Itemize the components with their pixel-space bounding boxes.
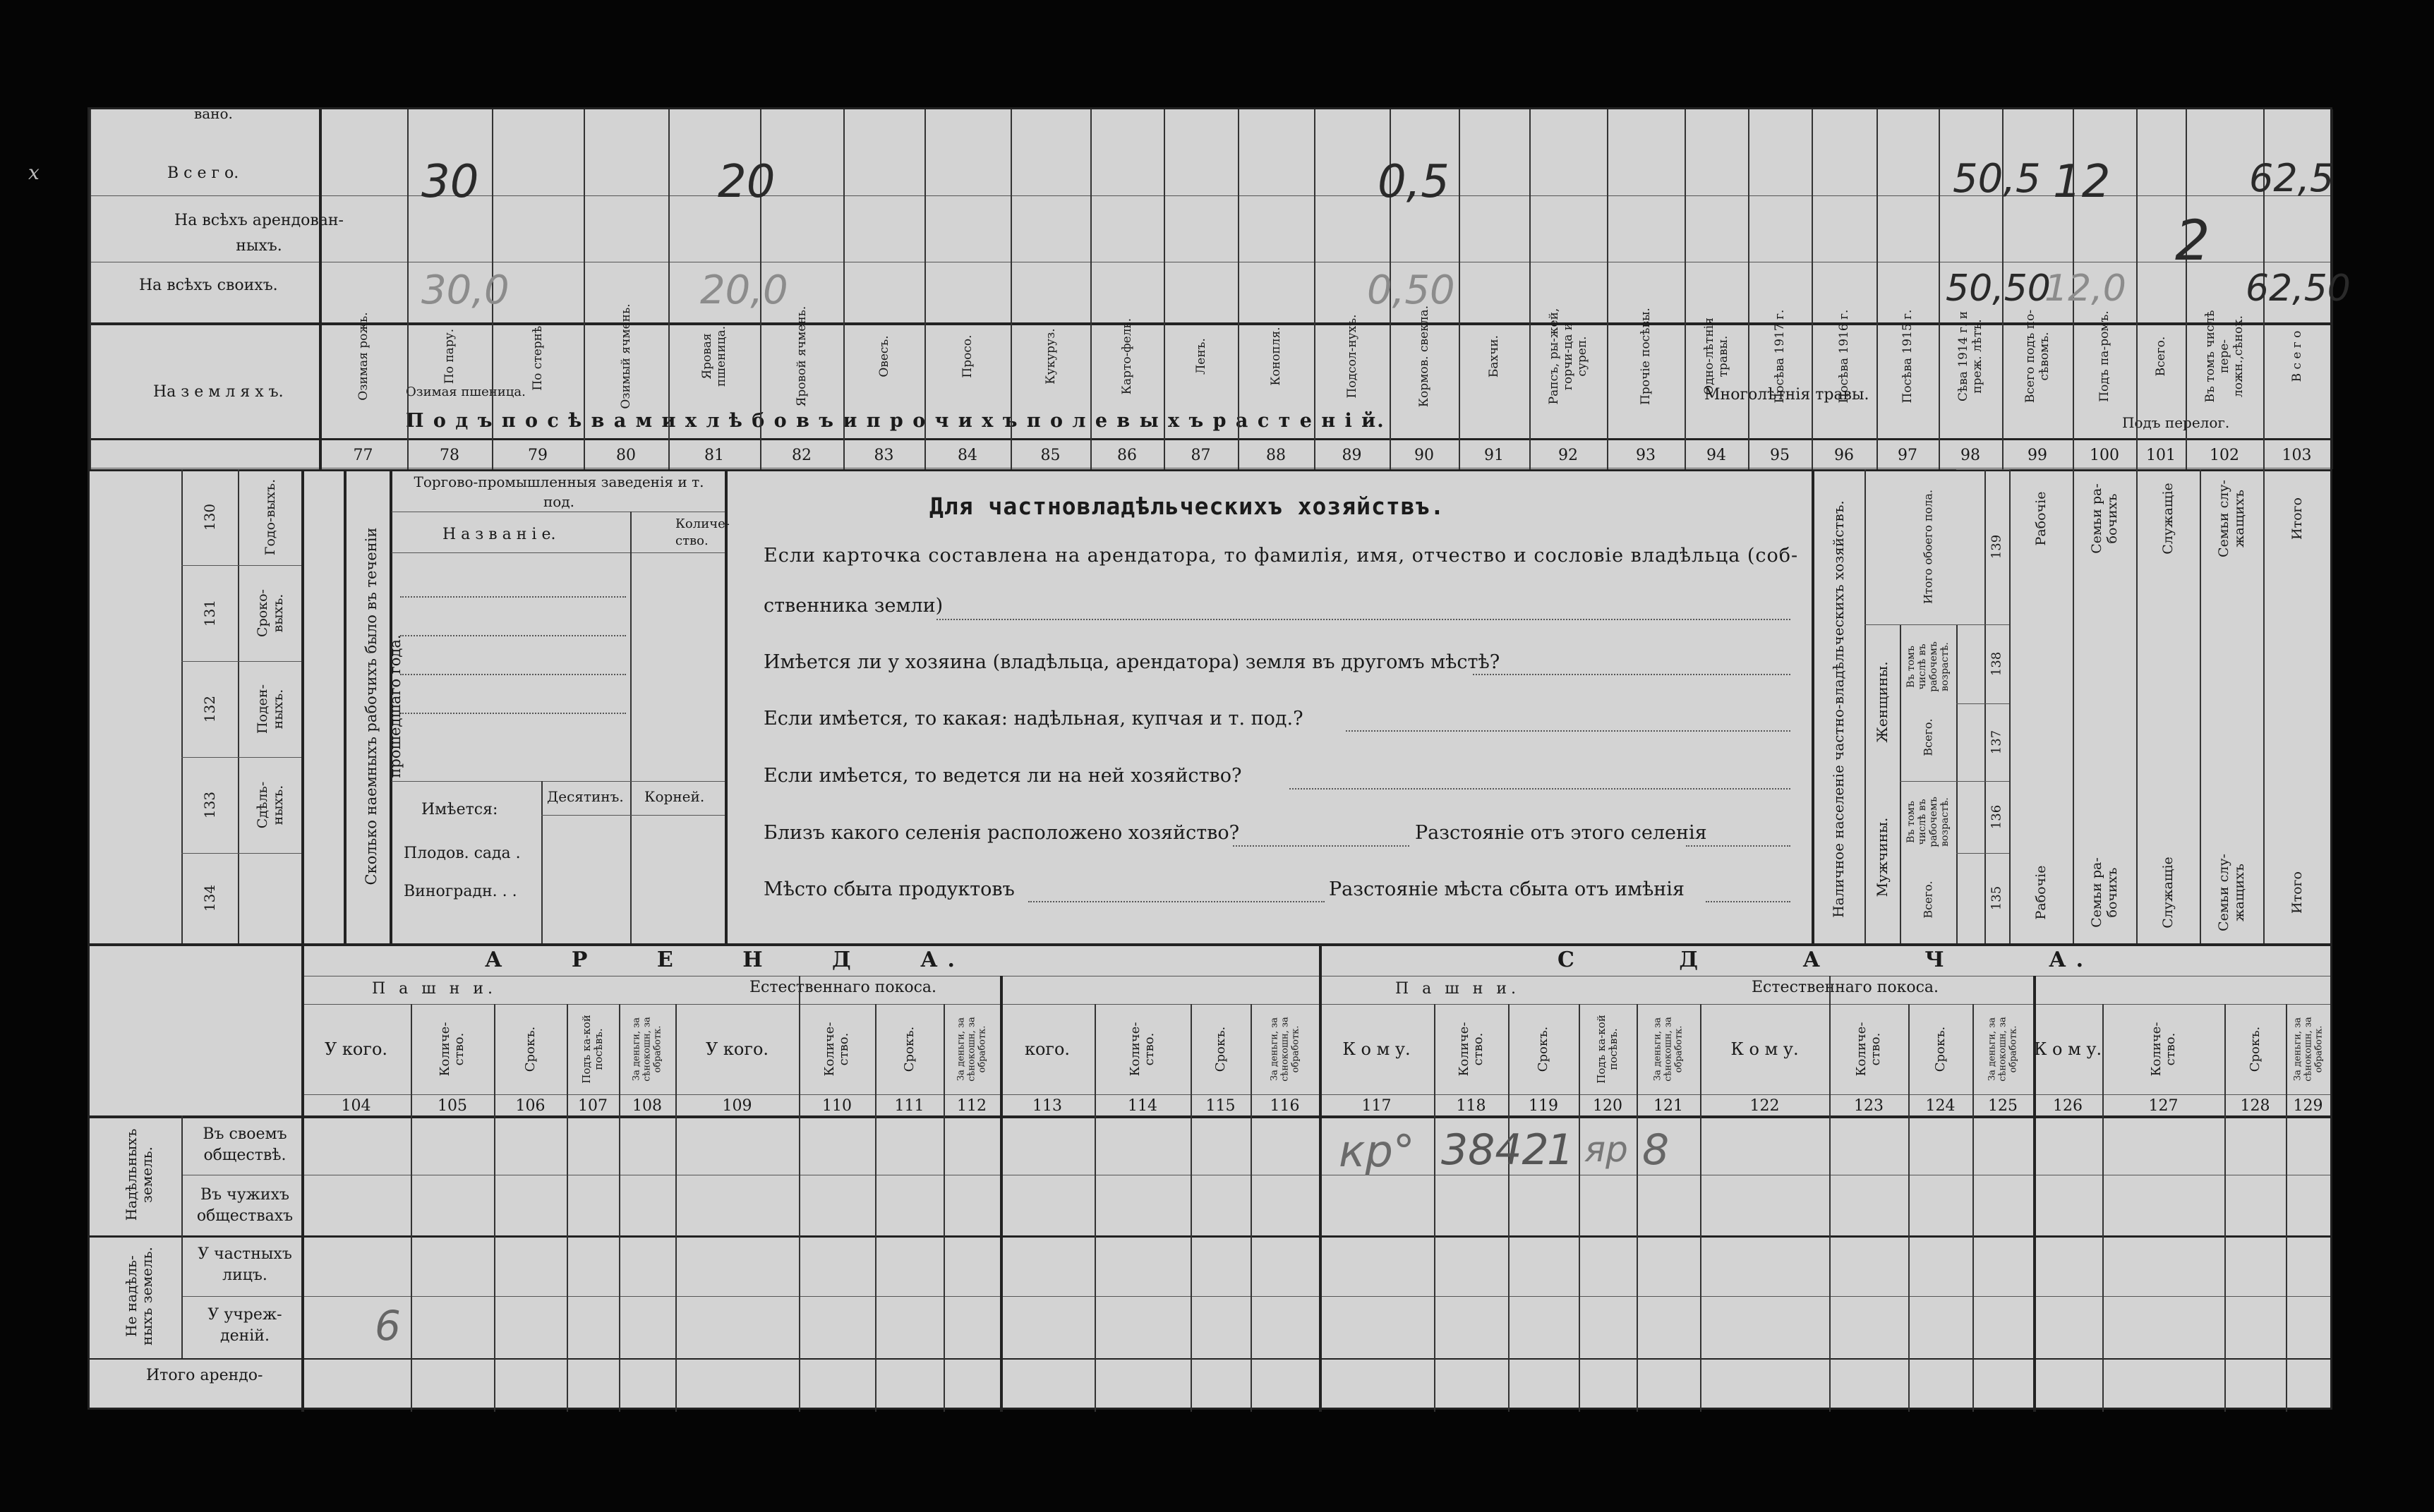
arenda-col-divider xyxy=(1191,1004,1192,1412)
crop-col-number: 97 xyxy=(1898,447,1917,464)
arenda-col-label: Срокъ. xyxy=(1932,1026,1948,1072)
arenda-col-label: За деньги, за сѣнокошн, за обработк. xyxy=(631,1017,663,1082)
mnogoletnie-header: Многолѣтнія травы. xyxy=(1704,386,1869,404)
crop-col-label: Прочіе посѣвы. xyxy=(1639,308,1653,405)
livestock-divider xyxy=(344,469,347,943)
population-row-line xyxy=(1956,853,2009,854)
arenda-col-divider xyxy=(1095,1004,1096,1412)
arenda-col-divider xyxy=(2286,1004,2287,1412)
crop-col-label: Яровой ячмень. xyxy=(795,306,809,407)
hw-vsego-103: 62,5 xyxy=(2249,156,2334,200)
arenda-col-number: 111 xyxy=(894,1097,924,1115)
arenda-col-divider xyxy=(1579,1004,1580,1412)
livestock-label: Поден-ныхъ. xyxy=(255,684,286,734)
population-right-label-top: Семьи слу-жащихъ xyxy=(2216,480,2247,557)
arenda-col-label: Количе-ство. xyxy=(1128,1022,1157,1077)
arenda-col-number: 127 xyxy=(2148,1097,2179,1115)
row-chastnyh: У частныхъ лицъ. xyxy=(198,1245,292,1284)
arenda-col-divider xyxy=(411,1004,412,1412)
crop-col-label: Кукуруз. xyxy=(1043,328,1058,385)
arenda-col-divider xyxy=(1829,976,1831,1004)
arenda-col-number: 124 xyxy=(1925,1097,1956,1115)
arenda-col-label: За деньги, за сѣнокошн, за обработк. xyxy=(2292,1017,2324,1082)
arenda-col-label: За деньги, за сѣнокошн, за обработк. xyxy=(956,1017,988,1082)
arenda-col-divider xyxy=(1908,1004,1910,1412)
crop-col-label: Бахчи. xyxy=(1487,334,1501,378)
crop-col-number: 92 xyxy=(1558,447,1578,464)
population-right-divider xyxy=(2136,469,2138,943)
arenda-col-label: Количе-ство. xyxy=(2148,1022,2178,1077)
crop-col-number: 77 xyxy=(353,447,373,464)
arenda-col-divider xyxy=(567,1004,568,1412)
hw-posev: яр xyxy=(1584,1129,1628,1170)
row-label-vsego: В с е г о. xyxy=(167,164,239,182)
pod-posevami-band: П о д ъ п о с ѣ в а м и х л ѣ б о в ъ и п р о ч и х ъ п о л е в ы х ъ р а с т е н і й. xyxy=(406,410,1385,432)
hw-mark: 6 xyxy=(375,1302,401,1350)
row-uchrezh: У учреж-деній. xyxy=(207,1306,282,1345)
sdacha-band: С Д А Ч А. xyxy=(1558,948,2094,972)
label-muzhchiny: Мужчины. xyxy=(1874,817,1891,897)
crop-col-label: Озимая рожь. xyxy=(356,312,370,401)
private-q6: Мѣсто сбыта продуктовъ xyxy=(764,878,1015,900)
arenda-col-divider xyxy=(799,976,800,1004)
crop-col-number: 82 xyxy=(792,447,812,464)
population-row-line xyxy=(1956,624,2009,625)
crop-col-label: Кормов. свекла. xyxy=(1417,305,1431,408)
crop-col-number: 95 xyxy=(1770,447,1790,464)
row-itogo: Итого арендо- xyxy=(146,1367,263,1384)
hired-label: Сколько наемныхъ рабочихъ было въ теченіи прошедшаго года. xyxy=(363,527,404,885)
arenda-col-divider xyxy=(1508,1004,1510,1412)
livestock-row-line xyxy=(181,661,301,662)
korney-label: Корней. xyxy=(644,788,705,805)
crop-col-number: 86 xyxy=(1117,447,1137,464)
population-row-line xyxy=(1956,781,2009,782)
label-vsego-m: Всего. xyxy=(1921,881,1935,919)
hw-svoih-91: 0,50 xyxy=(1367,267,1455,313)
hw-svoih-77: 30,0 xyxy=(421,267,510,313)
crop-col-label: В с е г о xyxy=(2289,330,2304,382)
crop-col-divider xyxy=(1459,109,1460,469)
population-right-divider xyxy=(2263,469,2265,943)
hw-komu: кр° xyxy=(1339,1125,1415,1177)
label-v-tom-m: Въ томъ числѣ въ рабочемъ возрастѣ. xyxy=(1905,797,1951,847)
private-q1b: ственника земли) xyxy=(764,595,944,617)
arenda-col-label: Количе-ство. xyxy=(438,1022,466,1077)
population-right-label-top: Служащіе xyxy=(2160,483,2176,555)
arenda-col-divider xyxy=(675,1004,677,1412)
arenda-col-number: 122 xyxy=(1749,1097,1780,1115)
trade-title: Торгово-промышленныя заведенія и т. под. xyxy=(414,473,704,510)
private-q4: Если имѣется, то ведется ли на ней хозяйство? xyxy=(764,765,1242,787)
hw-svoih-99: 50,50 xyxy=(1946,267,2051,310)
hw-vsego-82: 20 xyxy=(718,156,776,208)
livestock-row-line xyxy=(181,565,301,566)
arenda-col-divider xyxy=(1319,976,1322,1412)
arenda-col-number: 109 xyxy=(722,1097,752,1115)
margin-mark: x xyxy=(28,161,40,184)
label-v-tom-z: Въ томъ числѣ въ рабочемъ возрастѣ. xyxy=(1905,641,1951,692)
crop-col-label: Въ томъ числѣ пере-ложн.,сѣнок. xyxy=(2203,310,2246,403)
population-right-label-bottom: Семьи ра-бочихъ xyxy=(2089,857,2120,928)
label-zhenshchiny: Женщины. xyxy=(1874,661,1891,743)
crop-col-label: Одно-лѣтнія травы. xyxy=(1702,317,1730,395)
crop-col-number: 101 xyxy=(2146,447,2176,464)
livestock-row-line xyxy=(181,853,301,854)
population-title: Наличное населеніе частно-владѣльческихъ хозяйствъ. xyxy=(1830,500,1847,918)
pashni-left: П а ш н и. xyxy=(372,980,498,998)
arenda-col-label: К о м у. xyxy=(2033,1039,2102,1059)
arenda-col-number: 105 xyxy=(438,1097,467,1115)
population-right-divider xyxy=(2200,469,2201,943)
crop-col-number: 89 xyxy=(1342,447,1362,464)
row-label-svoih: На всѣхъ своихъ. xyxy=(139,277,278,294)
crop-col-divider xyxy=(1812,109,1813,469)
hw-vsego-77: 30 xyxy=(421,156,479,208)
arenda-col-label: За деньги, за сѣнокошн, за обработк. xyxy=(1269,1017,1301,1082)
row-chuzhih: Въ чужихъ обществахъ xyxy=(196,1186,294,1225)
crop-col-number: 103 xyxy=(2282,447,2312,464)
arenda-col-label: Срокъ. xyxy=(522,1026,538,1072)
arenda-col-divider xyxy=(1434,1004,1435,1412)
crop-col-divider xyxy=(407,109,409,469)
crop-col-number: 90 xyxy=(1414,447,1434,464)
livestock-number: 133 xyxy=(201,791,218,819)
crop-col-number: 85 xyxy=(1040,447,1061,464)
crop-col-number: 102 xyxy=(2210,447,2239,464)
pokosa-right: Естественнаго покоса. xyxy=(1752,979,1939,996)
trade-col-qty: Количе-ство. xyxy=(675,516,730,548)
arenda-col-divider xyxy=(494,1004,495,1412)
livestock-number: 134 xyxy=(201,884,218,912)
crop-col-number: 91 xyxy=(1484,447,1504,464)
hw-svoih-103: 62,50 xyxy=(2246,267,2351,310)
population-col-number: 139 xyxy=(1989,534,2004,560)
population-row-line xyxy=(1956,703,2009,704)
crop-col-number: 98 xyxy=(1960,447,1980,464)
population-right-label-bottom: Служащіе xyxy=(2160,857,2176,929)
crop-col-divider xyxy=(1164,109,1165,469)
crop-col-label: Посѣва 1917 г. xyxy=(1773,309,1787,404)
arenda-col-number: 113 xyxy=(1032,1097,1062,1115)
crop-col-label: Подъ па-ромъ. xyxy=(2097,310,2111,402)
crop-col-divider xyxy=(1011,109,1012,469)
livestock-number: 132 xyxy=(201,695,218,723)
livestock-label: Сроко-выхъ. xyxy=(255,589,286,637)
arenda-col-number: 115 xyxy=(1205,1097,1236,1115)
private-q1: Если карточка составлена на арендатора, то фамилія, имя, отчество и сословіе владѣльца (соб- xyxy=(764,545,1799,567)
crop-col-divider xyxy=(584,109,585,469)
hw-vsego-91: 0,5 xyxy=(1378,156,1450,208)
hw-vsego-99: 50,5 xyxy=(1953,156,2041,202)
nadel-label: Надѣльныхъ земель. xyxy=(123,1128,155,1221)
crop-col-divider xyxy=(1748,109,1749,469)
arenda-col-divider xyxy=(1700,1004,1701,1412)
arenda-col-divider xyxy=(1251,1004,1252,1412)
population-right-label-bottom: Итого xyxy=(2289,871,2305,914)
livestock-number: 130 xyxy=(201,503,218,531)
pod-perelog-header: Подъ перелог. xyxy=(2122,414,2230,431)
arenda-col-number: 129 xyxy=(2293,1097,2323,1115)
livestock-label: Сдѣль-ныхъ. xyxy=(255,781,286,829)
population-col-number: 138 xyxy=(1989,651,2004,677)
livestock-row-line xyxy=(181,757,301,758)
arenda-col-divider xyxy=(799,1004,800,1412)
arenda-col-divider xyxy=(1972,1004,1974,1412)
arenda-col-label: кого. xyxy=(1024,1039,1071,1059)
arenda-col-label: Срокъ. xyxy=(2247,1026,2263,1072)
crop-col-divider xyxy=(1090,109,1092,469)
ne-nadel-label: Не надѣль-ныхъ земель. xyxy=(123,1247,155,1345)
crop-col-number: 94 xyxy=(1706,447,1726,464)
arenda-col-label: К о м у. xyxy=(1342,1039,1411,1059)
arenda-band: А Р Е Н Д А. xyxy=(485,948,965,972)
private-q5: Близъ какого селенія расположено хозяйство? xyxy=(764,822,1240,844)
population-right-label-top: Семьи ра-бочихъ xyxy=(2089,483,2120,554)
crop-col-number: 83 xyxy=(874,447,894,464)
arenda-col-number: 120 xyxy=(1593,1097,1622,1115)
crop-col-number: 93 xyxy=(1636,447,1656,464)
crop-col-divider xyxy=(1238,109,1239,469)
arenda-col-divider xyxy=(1000,976,1003,1412)
arenda-col-number: 108 xyxy=(632,1097,662,1115)
population-right-label-top: Итого xyxy=(2289,497,2305,540)
crop-col-number: 81 xyxy=(704,447,724,464)
arenda-col-label: Срокъ. xyxy=(901,1026,917,1072)
arenda-col-number: 112 xyxy=(957,1097,987,1115)
crop-col-divider xyxy=(1607,109,1608,469)
hw-vsego-100: 12 xyxy=(2053,156,2111,208)
cut-text: вано. xyxy=(194,105,233,122)
label-vsego-z: Всего. xyxy=(1921,718,1935,756)
arenda-col-label: Количе-ство. xyxy=(1854,1022,1883,1077)
arenda-col-number: 106 xyxy=(515,1097,546,1115)
hw-svoih-100: 12,0 xyxy=(2044,267,2126,310)
arenda-col-divider xyxy=(2224,1004,2226,1412)
ozimaya-pshenitsa-header: Озимая пшеница. xyxy=(406,385,526,399)
crop-col-number: 87 xyxy=(1191,447,1211,464)
arenda-col-number: 116 xyxy=(1270,1097,1300,1115)
private-q6b: Разстояніе мѣста сбыта отъ имѣнія xyxy=(1329,878,1685,900)
livestock-divider xyxy=(238,469,239,943)
hw-za: 8 xyxy=(1642,1125,1670,1175)
population-row-line xyxy=(1956,469,2009,470)
crop-col-label: Рапсъ, ры-жей, горчи-ца и суреп. xyxy=(1547,308,1589,405)
arenda-col-divider xyxy=(875,1004,876,1412)
crop-col-divider xyxy=(1876,109,1878,469)
population-col-number: 136 xyxy=(1989,804,2004,830)
crop-col-label: Овесъ. xyxy=(876,335,891,377)
population-right-label-bottom: Семьи слу-жащихъ xyxy=(2216,854,2247,931)
arenda-col-number: 125 xyxy=(1988,1097,2018,1115)
crop-col-label: Просо. xyxy=(960,334,975,378)
label-itogo-oboego: Итого обоего пола. xyxy=(1921,489,1935,605)
arenda-col-label: У кого. xyxy=(324,1039,388,1059)
arenda-col-number: 104 xyxy=(341,1097,371,1115)
row-svoem: Въ своемъ обществѣ. xyxy=(203,1125,287,1164)
crop-col-number: 84 xyxy=(958,447,977,464)
crop-col-label: Подсол-нухъ. xyxy=(1344,314,1359,399)
crop-col-label: Яровая пшеница. xyxy=(700,325,728,387)
hw-srok: 1 xyxy=(1547,1125,1574,1175)
crop-col-divider xyxy=(924,109,926,469)
crop-col-divider xyxy=(90,109,91,469)
livestock-divider xyxy=(181,469,183,943)
crop-col-number: 78 xyxy=(440,447,459,464)
plodov-label: Плодов. сада . xyxy=(404,845,521,862)
arenda-col-label: У кого. xyxy=(705,1039,769,1059)
arenda-col-label: Количе-ство. xyxy=(822,1022,851,1077)
arenda-col-number: 119 xyxy=(1529,1097,1558,1115)
private-title: Для частновладѣльческихъ хозяйствъ. xyxy=(929,492,1445,520)
arenda-col-label: Подъ ка-кой посѣвъ. xyxy=(580,1015,605,1084)
arenda-col-label: Подъ ка-кой посѣвъ. xyxy=(1595,1015,1620,1084)
arenda-col-label: Срокъ. xyxy=(1212,1026,1228,1072)
crop-col-label: Всего подъ по-сѣвомъ. xyxy=(2023,309,2052,404)
arenda-col-number: 110 xyxy=(822,1097,852,1115)
arenda-col-divider xyxy=(1637,1004,1638,1412)
row-label-arend: На всѣхъ арендован- ныхъ. xyxy=(174,212,344,255)
private-q5b: Разстояніе отъ этого селенія xyxy=(1415,822,1707,844)
crop-col-divider xyxy=(1529,109,1531,469)
crop-col-divider xyxy=(1939,109,1940,469)
crop-col-label: Сѣва 1914 г. и преж. лѣтъ. xyxy=(1956,310,1984,402)
vinogradn-label: Виноградн. . . xyxy=(404,883,517,900)
private-q3: Если имѣется, то какая: надѣльная, купчая и т. под.? xyxy=(764,708,1303,730)
crop-col-divider xyxy=(843,109,845,469)
livestock-number: 131 xyxy=(201,599,218,627)
arenda-col-number: 123 xyxy=(1854,1097,1884,1115)
arenda-col-label: К о м у. xyxy=(1730,1039,1799,1059)
crop-col-divider xyxy=(668,109,670,469)
crop-col-divider xyxy=(319,109,322,469)
census-card-sheet xyxy=(88,105,2351,1410)
desyatin-label: Десятинъ. xyxy=(547,788,624,805)
arenda-col-divider xyxy=(944,1004,945,1412)
hw-arend-101: 2 xyxy=(2175,210,2210,273)
crop-col-number: 88 xyxy=(1266,447,1286,464)
arenda-col-label: За деньги, за сѣнокошн, за обработк. xyxy=(1987,1017,2019,1082)
crop-col-divider xyxy=(1685,109,1686,469)
crop-col-label: По пару. xyxy=(442,328,457,385)
arenda-col-label: Количе-ство. xyxy=(1456,1022,1486,1077)
population-right-label-bottom: Рабочіе xyxy=(2033,865,2049,920)
population-right-divider xyxy=(2073,469,2074,943)
arenda-col-label: Срокъ. xyxy=(1536,1026,1550,1072)
crop-col-label: Карто-фель. xyxy=(1120,317,1134,395)
arenda-col-divider xyxy=(1829,1004,1831,1412)
livestock-divider xyxy=(301,469,304,943)
crop-col-divider xyxy=(2136,109,2138,469)
crop-col-label: Озимый ячмень. xyxy=(619,303,633,409)
row-label-na-zemlyah: На з е м л я х ъ. xyxy=(153,383,284,401)
population-col-number: 135 xyxy=(1989,885,2004,911)
arenda-col-number: 117 xyxy=(1361,1097,1392,1115)
arenda-col-number: 126 xyxy=(2053,1097,2083,1115)
crop-col-number: 96 xyxy=(1834,447,1854,464)
population-right-label-top: Рабочіе xyxy=(2033,491,2049,546)
arenda-col-number: 128 xyxy=(2240,1097,2270,1115)
crop-col-number: 100 xyxy=(2090,447,2119,464)
crop-col-label: Посѣва 1916 г. xyxy=(1837,309,1851,404)
crop-col-divider xyxy=(1314,109,1315,469)
arenda-col-divider xyxy=(2102,1004,2104,1412)
arenda-col-number: 118 xyxy=(1456,1097,1486,1115)
crop-col-label: Посѣва 1915 г. xyxy=(1900,309,1915,404)
crop-col-label: Конопля. xyxy=(1269,327,1283,386)
crop-col-divider xyxy=(2186,109,2187,469)
pashni-right: П а ш н и. xyxy=(1395,980,1521,998)
arenda-col-divider xyxy=(619,1004,620,1412)
crop-col-number: 99 xyxy=(2028,447,2047,464)
arenda-col-number: 121 xyxy=(1653,1097,1683,1115)
crop-col-label: Ленъ. xyxy=(1193,338,1208,375)
crop-col-number: 79 xyxy=(528,447,548,464)
crop-col-label: По стернѣ. xyxy=(531,322,545,391)
arenda-col-number: 114 xyxy=(1128,1097,1157,1115)
crop-col-number: 80 xyxy=(616,447,636,464)
population-col-number: 137 xyxy=(1989,730,2004,755)
hw-svoih-82: 20,0 xyxy=(700,267,788,313)
hw-qty: 3842 xyxy=(1441,1125,1549,1175)
pokosa-left: Естественнаго покоса. xyxy=(749,979,937,996)
arenda-col-label: За деньги, за сѣнокошн, за обработк. xyxy=(1652,1017,1685,1082)
crop-col-label: Всего. xyxy=(2154,336,2168,377)
trade-col-name: Н а з в а н і е. xyxy=(442,526,556,543)
private-q2: Имѣется ли у хозяина (владѣльца, арендатора) земля въ другомъ мѣстѣ? xyxy=(764,651,1500,673)
imeetsya-label: Имѣется: xyxy=(421,801,498,818)
livestock-label: Годо-выхъ. xyxy=(263,478,278,556)
arenda-col-number: 107 xyxy=(578,1097,608,1115)
